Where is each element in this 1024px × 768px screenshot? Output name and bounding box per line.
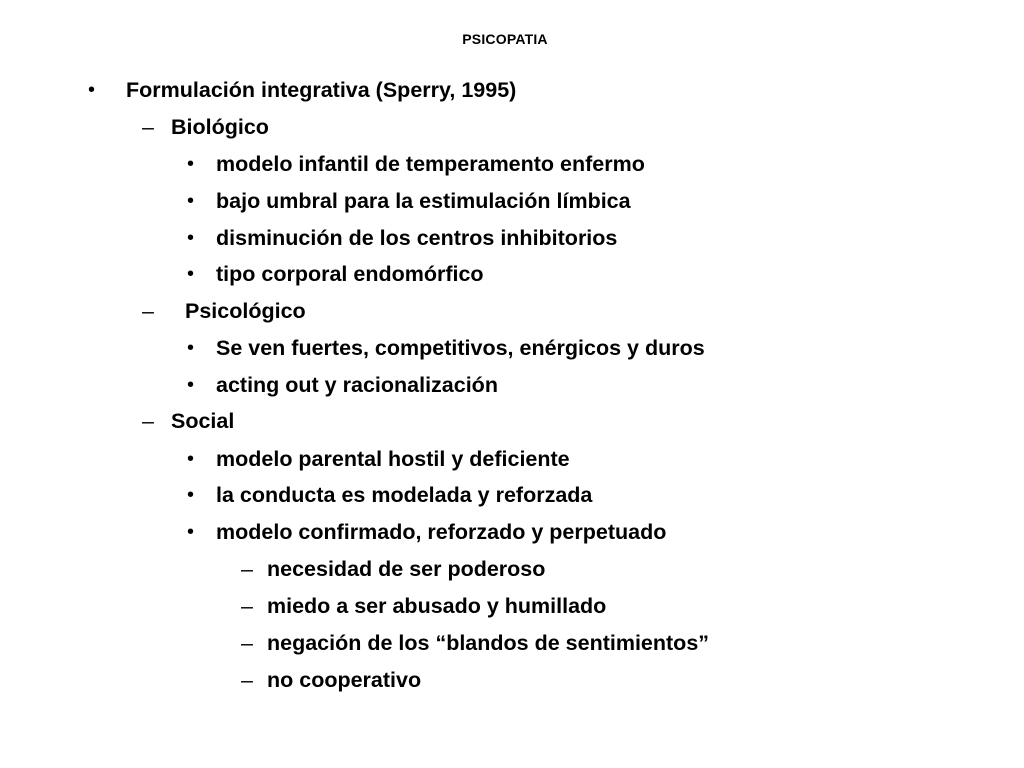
- outline-item-negacion: [241, 630, 710, 656]
- dash-marker: –: [241, 594, 253, 618]
- outline-item-text: no cooperativo: [267, 668, 422, 692]
- dash-marker: –: [142, 409, 154, 433]
- outline-item-modelo-confirmado: [187, 519, 667, 545]
- dash-marker: –: [241, 557, 253, 581]
- bullet-marker: •: [187, 337, 195, 359]
- dash-marker: –: [241, 668, 253, 692]
- outline-item-text: modelo infantil de temperamento enfermo: [216, 152, 645, 176]
- outline-item-text: modelo confirmado, reforzado y perpetuado: [216, 520, 667, 544]
- outline-item-acting-out: [187, 372, 498, 398]
- bullet-marker: •: [187, 263, 195, 285]
- bullet-marker: •: [187, 374, 195, 396]
- outline-item-modelo-infantil: [187, 151, 645, 177]
- outline-item-psicologico: [142, 298, 306, 324]
- dash-marker: –: [142, 299, 154, 323]
- outline-item-necesidad: [241, 556, 546, 582]
- outline-item-text: miedo a ser abusado y humillado: [267, 594, 607, 618]
- bullet-marker: •: [187, 521, 195, 543]
- outline-item-text: la conducta es modelada y reforzada: [216, 483, 593, 507]
- bullet-marker: •: [187, 227, 195, 249]
- outline-item-text: necesidad de ser poderoso: [267, 557, 546, 581]
- bullet-marker: •: [187, 484, 195, 506]
- outline-item-bajo-umbral: [187, 188, 631, 214]
- dash-marker: –: [241, 631, 253, 655]
- outline-item-miedo: [241, 593, 607, 619]
- outline-item-no-cooperativo: [241, 667, 422, 693]
- dash-marker: –: [142, 115, 154, 139]
- bullet-marker: •: [187, 153, 195, 175]
- bullet-marker: •: [88, 79, 96, 101]
- outline-item-text: Social: [171, 409, 235, 433]
- outline-item-text: Se ven fuertes, competitivos, enérgicos y duros: [216, 336, 705, 360]
- outline-item-tipo-corporal: [187, 261, 484, 287]
- outline-item-se-ven-fuertes: [187, 335, 705, 361]
- outline-item-social: [142, 408, 235, 434]
- outline-item-biologico: [142, 114, 269, 140]
- slide-title: PSICOPATIA: [462, 31, 548, 47]
- outline-item-text: tipo corporal endomórfico: [216, 262, 484, 286]
- bullet-marker: •: [187, 190, 195, 212]
- outline-item-text: Psicológico: [185, 299, 306, 323]
- outline-item-text: bajo umbral para la estimulación límbica: [216, 189, 631, 213]
- outline-item-text: negación de los “blandos de sentimientos”: [267, 631, 710, 655]
- outline-item-disminucion: [187, 225, 618, 251]
- outline-item-modelo-parental: [187, 446, 570, 472]
- outline-item-text: modelo parental hostil y deficiente: [216, 447, 570, 471]
- outline-item-text: disminución de los centros inhibitorios: [216, 226, 618, 250]
- outline-item-formulacion: [88, 77, 517, 103]
- outline-item-text: acting out y racionalización: [216, 373, 498, 397]
- outline-item-text: Biológico: [171, 115, 269, 139]
- bullet-marker: •: [187, 448, 195, 470]
- outline-item-conducta: [187, 482, 593, 508]
- outline-item-text: Formulación integrativa (Sperry, 1995): [126, 78, 517, 102]
